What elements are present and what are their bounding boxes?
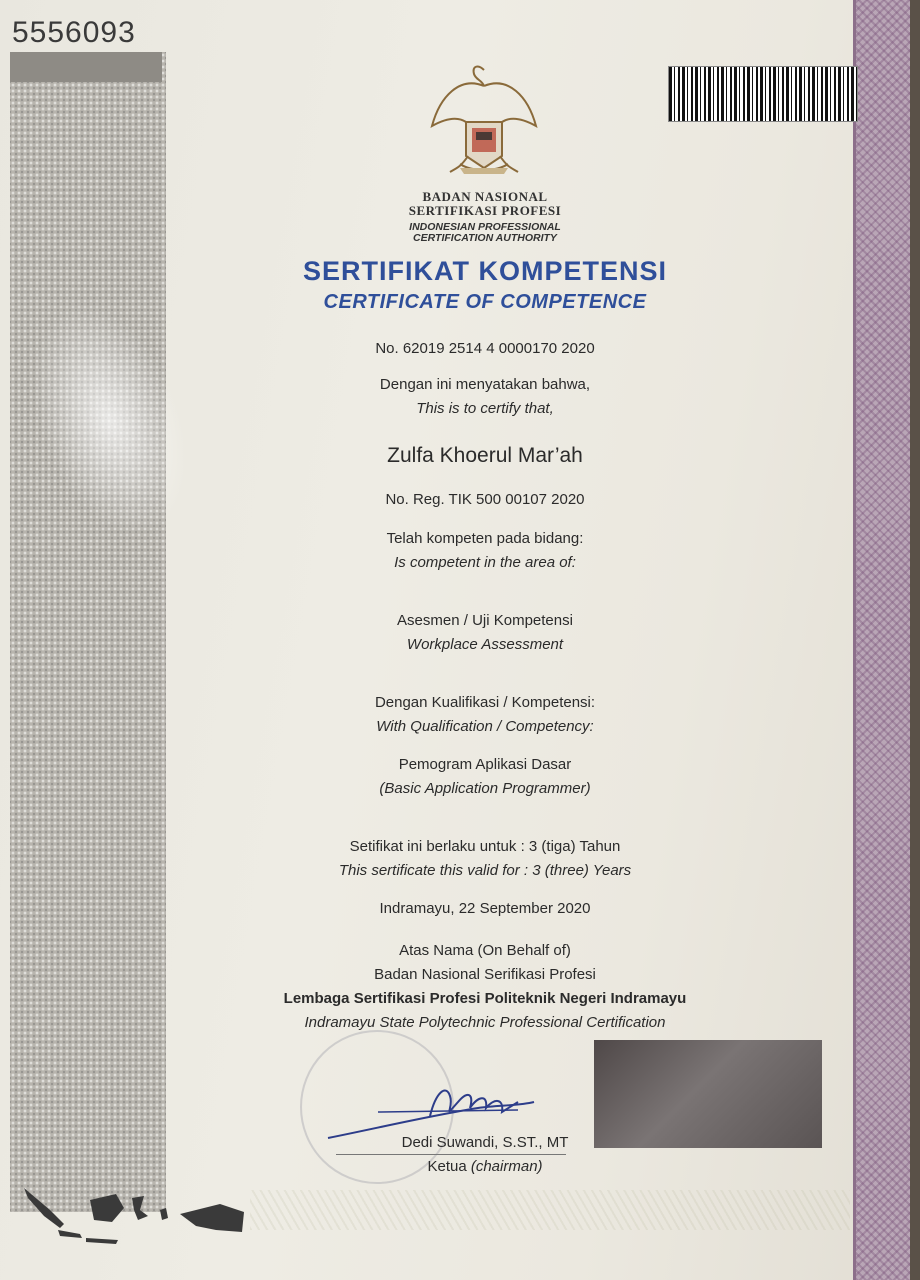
certificate-title: SERTIFIKAT KOMPETENSI: [302, 256, 667, 286]
intro-id: Dengan ini menyatakan bahwa,: [379, 376, 591, 393]
signatory-name: Dedi Suwandi, S.ST., MT: [401, 1134, 569, 1151]
signatory-role-en: (chairman): [470, 1158, 543, 1175]
signatory-role-id: Ketua: [427, 1158, 467, 1175]
barcode: [668, 66, 858, 122]
institution-id: Lembaga Sertifikasi Profesi Politeknik Negeri Indramayu: [283, 990, 687, 1007]
qualification-id: Pemogram Aplikasi Dasar: [398, 756, 572, 773]
page-edge: [910, 0, 920, 1280]
certificate-number: No. 62019 2514 4 0000170 2020: [375, 340, 595, 357]
authority-name-en-line1: INDONESIAN PROFESSIONAL: [409, 221, 561, 233]
bottom-pattern: [250, 1190, 850, 1230]
area-id: Asesmen / Uji Kompetensi: [397, 612, 573, 629]
signatory-role: [200, 1158, 770, 1175]
serial-number: 5556093: [12, 16, 136, 49]
signature-line: [336, 1154, 566, 1155]
competent-label-id: Telah kompeten pada bidang:: [386, 530, 584, 547]
indonesia-map-icon: [20, 1170, 250, 1250]
holder-photo: [594, 1040, 822, 1148]
intro-en: This is to certify that,: [416, 400, 554, 417]
behalf-line1: Atas Nama (On Behalf of): [399, 942, 571, 959]
authority-name-en-line2: CERTIFICATION AUTHORITY: [413, 232, 557, 244]
place-date: Indramayu, 22 September 2020: [379, 900, 591, 917]
holder-name: Zulfa Khoerul Mar’ah: [387, 444, 583, 467]
institution-en: Indramayu State Polytechnic Professional Certification: [304, 1014, 666, 1031]
registration-number: No. Reg. TIK 500 00107 2020: [385, 491, 585, 508]
serial-strip: [10, 52, 162, 82]
right-security-band: [853, 0, 912, 1280]
validity-en: This sertificate this valid for : 3 (three) Years: [338, 862, 632, 879]
authority-name: [200, 190, 770, 218]
authority-name-line2: SERTIFIKASI PROFESI: [408, 203, 562, 218]
qualification-label-id: Dengan Kualifikasi / Kompetensi:: [374, 694, 596, 711]
area-en: Workplace Assessment: [406, 636, 564, 653]
left-security-band: [10, 52, 166, 1212]
validity-id: Setifikat ini berlaku untuk : 3 (tiga) Tahun: [349, 838, 621, 855]
qualification-label-en: With Qualification / Competency:: [376, 718, 594, 735]
qualification-en: (Basic Application Programmer): [379, 780, 591, 797]
certificate-subtitle: CERTIFICATE OF COMPETENCE: [323, 291, 647, 313]
authority-name-en: [200, 222, 770, 244]
authority-name-line1: BADAN NASIONAL: [422, 189, 548, 204]
garuda-emblem-icon: [420, 56, 548, 178]
competent-label-en: Is competent in the area of:: [394, 554, 576, 571]
behalf-line2: Badan Nasional Serifikasi Profesi: [374, 966, 596, 983]
